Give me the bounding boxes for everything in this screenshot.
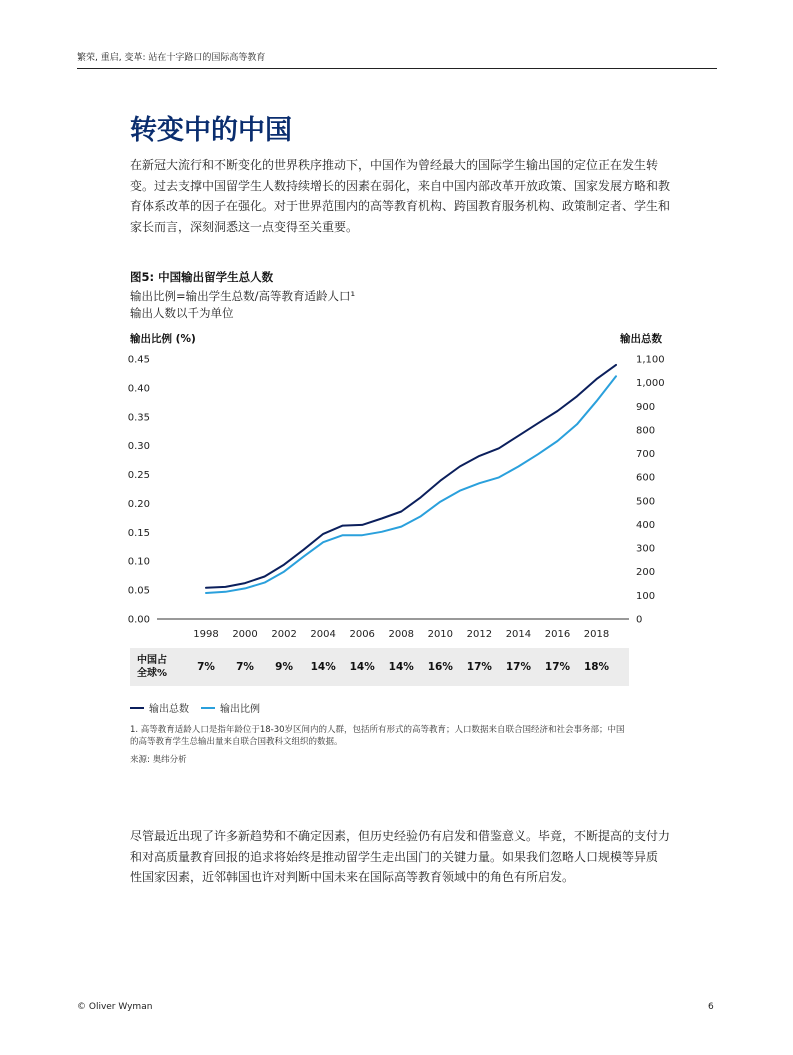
figure-unit-note: 输出人数以千为单位 [130, 306, 234, 320]
x-axis-tick-label: 2006 [349, 629, 375, 640]
legend-swatch-ratio [201, 707, 215, 709]
right-axis-tick-label: 0 [636, 614, 643, 626]
share-value: 7% [197, 661, 215, 673]
header-divider [77, 68, 717, 69]
x-axis-tick-label: 1998 [193, 629, 219, 640]
footer-copyright: © Oliver Wyman [77, 1002, 153, 1012]
x-axis-tick-label: 2010 [427, 629, 454, 640]
right-axis-tick-label: 500 [636, 496, 656, 508]
share-value: 18% [583, 661, 610, 673]
left-axis-tick-label: 0.25 [127, 470, 150, 482]
legend-label-ratio: 输出比例 [220, 704, 260, 715]
x-axis-tick-label: 2014 [505, 629, 532, 640]
legend-label-total: 输出总数 [149, 704, 189, 715]
right-axis-tick-label: 1,100 [636, 354, 665, 366]
share-value: 17% [505, 661, 531, 673]
left-axis-tick-label: 0.30 [127, 441, 150, 453]
share-label-line1: 中国占 [137, 655, 167, 666]
section-title: 转变中的中国 [130, 115, 292, 146]
share-row-label [137, 654, 167, 680]
right-axis-tick-label: 600 [636, 472, 656, 484]
legend-item-ratio [201, 700, 260, 715]
right-axis-tick-label: 300 [636, 543, 656, 555]
paragraph-line: 在新冠大流行和不断变化的世界秩序推动下，中国作为曾经最大的国际学生输出国的定位正在发生转 [130, 158, 659, 172]
share-value: 7% [236, 661, 254, 673]
right-axis-tick-label: 1,000 [636, 378, 665, 390]
x-axis-tick-label: 2012 [466, 629, 493, 640]
x-axis-tick-label: 2008 [388, 629, 414, 640]
x-axis-tick-label: 2018 [583, 629, 610, 640]
paragraph-line: 育体系改革的因子在强化。对于世界范围内的高等教育机构、跨国教育服务机构、政策制定者、学生和 [130, 199, 671, 213]
share-value: 17% [544, 661, 571, 673]
left-axis-tick-label: 0.35 [127, 412, 150, 424]
x-axis-tick-label: 2002 [271, 629, 297, 640]
right-axis-title: 输出总数 [620, 333, 662, 345]
share-value: 14% [310, 661, 336, 673]
chart-legend [130, 700, 272, 715]
footnote-line: 的高等教育学生总输出量来自联合国教科文组织的数据。 [130, 737, 343, 747]
left-axis-tick-label: 0.05 [127, 585, 150, 597]
series-line-total [206, 365, 616, 588]
left-axis-tick-label: 0.15 [127, 527, 150, 539]
figure-title: 图5: 中国输出留学生总人数 [130, 270, 274, 284]
x-axis-tick-label: 2004 [310, 629, 336, 640]
series-line-ratio [206, 376, 616, 593]
paragraph-line: 和对高质量教育回报的追求将始终是推动留学生走出国门的关键力量。如果我们忽略人口规模等异质 [130, 849, 659, 864]
paragraph-line: 家长而言，深刻洞悉这一点变得至关重要。 [130, 219, 359, 234]
left-axis-title: 输出比例 (%) [130, 333, 196, 345]
closing-paragraph [130, 826, 671, 888]
share-value: 17% [466, 661, 492, 673]
right-axis-tick-label: 800 [636, 425, 656, 437]
share-value: 14% [349, 661, 375, 673]
legend-swatch-total [130, 707, 144, 709]
intro-paragraph [130, 155, 671, 237]
share-value: 9% [275, 661, 293, 673]
left-axis-tick-label: 0.45 [127, 354, 150, 366]
left-axis-tick-label: 0.40 [127, 383, 150, 395]
page-number: 6 [708, 1002, 714, 1012]
left-axis-tick-label: 0.00 [127, 614, 150, 626]
left-axis-tick-label: 0.20 [127, 498, 150, 510]
legend-item-total [130, 700, 189, 715]
figure-footnote [130, 724, 670, 748]
figure-subtitle: 输出比例=输出学生总数/高等教育适龄人口¹ [130, 289, 356, 303]
paragraph-line: 尽管最近出现了许多新趋势和不确定因素，但历史经验仍有启发和借鉴意义。毕竟，不断提高的支付力 [130, 829, 671, 843]
x-axis-tick-label: 2000 [232, 629, 258, 640]
left-axis-tick-label: 0.10 [127, 556, 150, 568]
right-axis-tick-label: 400 [636, 519, 656, 531]
right-axis-tick-label: 200 [636, 567, 656, 579]
share-value: 14% [388, 661, 414, 673]
x-axis-tick-label: 2016 [544, 629, 571, 640]
paragraph-line: 变。过去支撑中国留学生人数持续增长的因素在弱化，来自中国内部改革开放政策、国家发展方略和教 [130, 178, 671, 193]
share-value: 16% [427, 661, 453, 673]
right-axis-tick-label: 100 [636, 590, 656, 602]
right-axis-tick-label: 700 [636, 449, 656, 461]
line-chart [0, 320, 793, 650]
footnote-line: 1. 高等教育适龄人口是指年龄位于18-30岁区间内的人群，包括所有形式的高等教育；人口数据来自联合国经济和社会事务部；中国 [130, 725, 625, 735]
figure-source: 来源: 奥纬分析 [130, 755, 187, 765]
running-header: 繁荣, 重启, 变革: 站在十字路口的国际高等教育 [77, 53, 266, 63]
right-axis-tick-label: 900 [636, 401, 656, 413]
share-label-line2: 全球% [137, 668, 168, 679]
paragraph-line: 性国家因素，近邻韩国也许对判断中国未来在国际高等教育领域中的角色有所启发。 [130, 870, 575, 884]
